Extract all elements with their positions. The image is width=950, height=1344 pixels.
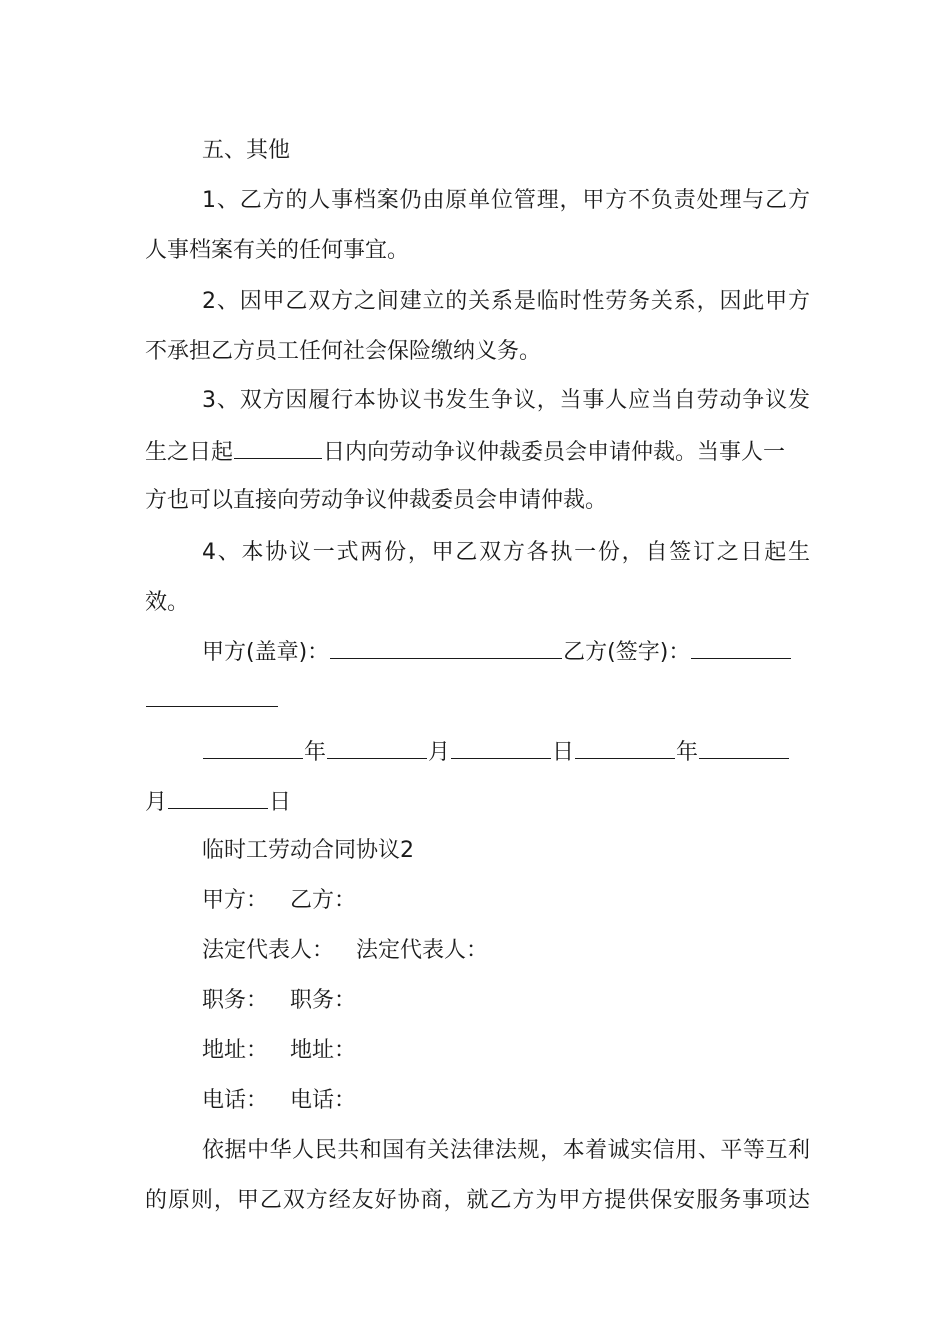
address-b-label: 地址： <box>290 1038 357 1063</box>
post-line <box>202 986 810 1016</box>
legal-rep-b-label: 法定代表人： <box>356 938 489 963</box>
party-a-seal-label: 甲方(盖章)： <box>202 640 330 665</box>
party-a-seal-blank <box>330 636 562 659</box>
legal-rep-line <box>202 936 810 966</box>
clause-2-line-2: 不承担乙方员工任何社会保险缴纳义务。 <box>145 339 542 364</box>
post-a-label: 职务： <box>202 988 269 1013</box>
address-a-label: 地址： <box>202 1038 269 1063</box>
clause-4-line-1: 4、本协议一式两份，甲乙双方各执一份，自签订之日起生 <box>202 540 810 565</box>
intro-line-2: 的原则，甲乙双方经友好协商，就乙方为甲方提供保安服务事项达 <box>145 1188 810 1213</box>
signature-line <box>202 636 810 668</box>
signature-line-continued <box>145 684 810 716</box>
party-b-sign-label: 乙方(签字)： <box>563 640 691 665</box>
clause-3-line-2 <box>145 436 810 468</box>
section-heading: 五、其他 <box>202 138 291 163</box>
day-a-label: 日 <box>552 740 575 765</box>
days-blank <box>234 436 322 459</box>
phone-line <box>202 1086 810 1116</box>
date-line-continued <box>145 786 810 818</box>
month-a-blank <box>327 736 427 759</box>
contract-2-title: 临时工劳动合同协议2 <box>202 838 414 863</box>
clause-1-line-2: 人事档案有关的任何事宜。 <box>145 238 410 263</box>
party-b-sign-blank-continued <box>146 684 278 707</box>
legal-rep-a-label: 法定代表人： <box>202 938 335 963</box>
party-b-sign-blank <box>691 636 791 659</box>
month-a-label: 月 <box>428 740 451 765</box>
year-b-blank <box>575 736 675 759</box>
date-line <box>202 736 810 768</box>
clause-3-line-3: 方也可以直接向劳动争议仲裁委员会申请仲裁。 <box>145 488 608 513</box>
clause-2-line-1: 2、因甲乙双方之间建立的关系是临时性劳务关系，因此甲方 <box>202 289 810 314</box>
day-a-blank <box>451 736 551 759</box>
month-b-label: 月 <box>145 790 168 815</box>
party-b-label: 乙方： <box>290 888 357 913</box>
party-a-label: 甲方： <box>202 888 269 913</box>
year-b-label: 年 <box>676 740 699 765</box>
clause-3-text-b: 日内向劳动争议仲裁委员会申请仲裁。当事人一 <box>323 440 786 465</box>
year-a-label: 年 <box>304 740 327 765</box>
post-b-label: 职务： <box>290 988 357 1013</box>
clause-3-text-a: 生之日起 <box>145 440 234 465</box>
day-b-label: 日 <box>269 790 292 815</box>
address-line <box>202 1036 810 1066</box>
clause-3-line-1: 3、双方因履行本协议书发生争议，当事人应当自劳动争议发 <box>202 388 810 413</box>
month-b-blank-part <box>699 736 789 759</box>
intro-line-1: 依据中华人民共和国有关法律法规，本着诚实信用、平等互利 <box>202 1138 810 1163</box>
parties-line <box>202 886 810 916</box>
phone-b-label: 电话： <box>290 1088 357 1113</box>
day-b-blank <box>168 786 268 809</box>
phone-a-label: 电话： <box>202 1088 269 1113</box>
clause-4-line-2: 效。 <box>145 590 190 615</box>
year-a-blank <box>203 736 303 759</box>
clause-1-line-1: 1、乙方的人事档案仍由原单位管理，甲方不负责处理与乙方 <box>202 188 810 213</box>
